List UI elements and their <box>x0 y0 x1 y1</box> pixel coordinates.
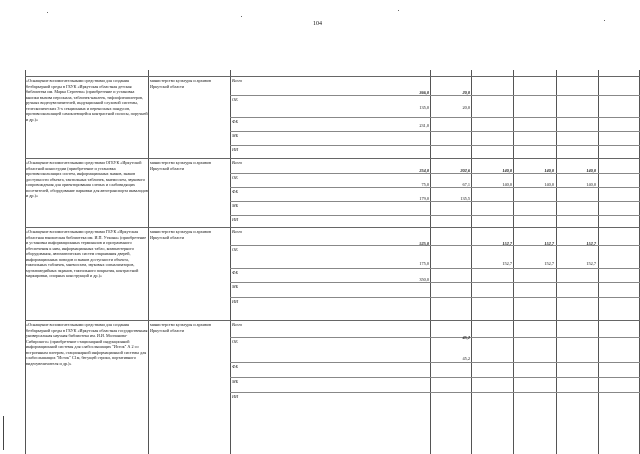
funding-label: МБ <box>232 203 239 208</box>
scan-speck <box>398 10 399 11</box>
row-separator <box>230 173 640 174</box>
value-cell: 179,0 <box>419 196 429 201</box>
value-cell: 20,0 <box>462 90 470 95</box>
executor: министерство культуры и архивов Иркутской области <box>150 78 211 89</box>
row-separator <box>230 297 640 298</box>
row-separator <box>230 377 640 378</box>
grid-col-line <box>148 70 149 454</box>
row-separator <box>230 268 640 269</box>
value-cell: 231,0 <box>419 123 429 128</box>
funding-label: Всего <box>232 160 243 165</box>
value-cell: 140,0 <box>544 168 554 173</box>
row-separator <box>230 215 640 216</box>
grid-col-line <box>230 70 231 454</box>
row-separator <box>230 362 640 363</box>
block-separator <box>25 158 640 159</box>
value-cell: 135,0 <box>419 105 429 110</box>
value-cell: 254,0 <box>419 168 429 173</box>
funding-label: ИИ <box>232 217 239 222</box>
funding-label: ИИ <box>232 394 239 399</box>
value-cell: 20,0 <box>462 105 470 110</box>
executor: министерство культуры и архивов Иркутской области <box>150 229 211 240</box>
funding-label: ОБ <box>232 97 238 102</box>
block-separator <box>25 227 640 228</box>
funding-label: ФБ <box>232 189 238 194</box>
funding-label: ОБ <box>232 339 238 344</box>
row-separator <box>230 145 640 146</box>
value-cell: 525,0 <box>419 241 429 246</box>
value-cell: 45,2 <box>462 335 470 340</box>
grid-col-line <box>556 70 557 454</box>
grid-col-line <box>513 70 514 454</box>
executor: министерство культуры и архивов Иркутской области <box>150 160 211 171</box>
value-cell: 140,0 <box>586 182 596 187</box>
value-cell: 152,7 <box>502 241 512 246</box>
value-cell: 140,0 <box>502 182 512 187</box>
funding-label: ИИ <box>232 299 239 304</box>
block-separator <box>25 320 640 321</box>
row-separator <box>230 392 640 393</box>
scan-speck <box>47 12 48 13</box>
row-separator <box>230 95 640 96</box>
row-separator <box>230 117 640 118</box>
value-cell: 202,6 <box>460 168 470 173</box>
value-cell: 140,0 <box>544 182 554 187</box>
grid-col-line <box>598 70 599 454</box>
funding-label: ОБ <box>232 247 238 252</box>
value-cell: 75,0 <box>421 182 429 187</box>
row-separator <box>230 201 640 202</box>
executor: министерство культуры и архивов Иркутской области <box>150 322 211 333</box>
funding-label: ОБ <box>232 175 238 180</box>
value-cell: 67,1 <box>462 182 470 187</box>
grid-col-line <box>430 70 431 454</box>
value-cell: 350,0 <box>419 277 429 282</box>
value-cell: 140,0 <box>586 168 596 173</box>
value-cell: 135,5 <box>460 196 470 201</box>
measure-description: «Оснащение вспомогательными средствами для создания безбарьерной среды в ГБУК «Иркутская областная государственная универсальная научная библиотека им. И.И. Молчанова-Сибирского» (приобретение стационарной индукционной информационной системы для слабослышащих "Исток" А 2 со встроенным плеером, стационарной информационной системы для слабослышащих "Исток" С1м, бегущей строки, портативного видеоувеличителя и др.)» <box>26 322 148 366</box>
grid-col-line <box>471 70 472 454</box>
funding-label: МБ <box>232 133 239 138</box>
funding-label: Всего <box>232 78 243 83</box>
page-number: 104 <box>313 21 322 27</box>
measure-description: «Оснащение вспомогательными средствами ГБУК «Иркутская областная юношеская библиотека им. И.П. Уткина» (приобретение и установка информационных терминалов и программного обеспечения к ним, информационных табло, компьютерного оборудования, автоматических систем открывания дверей, информационных поводов и знаков доступности объекта, тактильных табличек, мнемосхем, звуковых сигнализаторов, мультимедийных экранов, тактильного покрытия, контрастной маркировки, опорных конструкций и др.)» <box>26 229 147 278</box>
scan-speck <box>241 16 242 17</box>
value-cell: 140,0 <box>502 168 512 173</box>
value-cell: 175,0 <box>419 261 429 266</box>
row-separator <box>230 131 640 132</box>
funding-label: ФБ <box>232 270 238 275</box>
funding-label: ФБ <box>232 364 238 369</box>
funding-label: Всего <box>232 229 243 234</box>
row-separator <box>230 337 640 338</box>
value-cell: 152,7 <box>586 261 596 266</box>
measure-description: «Оснащение вспомогательными средствами для создания безбарьерной среды в ГБУК «Иркутская областная детская библиотека им. Марка Сергеева» (приобретение и установка кнопки вызова персонала, табличек-наклеек, тифлофлешплееров, ручных видеоувеличителей, индукционной слуховой системы, телескопических 3-х секционных и переносных пандусов, противоскользящей самоклеющейся контрастной полосы, поручней и др.)» <box>26 78 148 122</box>
binding-mark <box>3 416 4 450</box>
value-cell: 152,7 <box>502 261 512 266</box>
block-separator <box>25 76 640 77</box>
value-cell: 152,7 <box>544 261 554 266</box>
funding-label: Всего <box>232 322 243 327</box>
funding-label: ИИ <box>232 147 239 152</box>
funding-label: МБ <box>232 284 239 289</box>
value-cell: 152,7 <box>586 241 596 246</box>
funding-label: МБ <box>232 379 239 384</box>
value-cell: 45,2 <box>462 356 470 361</box>
funding-label: ФБ <box>232 119 238 124</box>
budget-table <box>0 70 640 454</box>
scan-speck <box>604 20 605 21</box>
row-separator <box>230 282 640 283</box>
row-separator <box>230 187 640 188</box>
measure-description: «Оснащение вспомогательными средствами ОГБУК «Иркутской областной киностудии (приобретение и установка противоскользящих систем, информационных знаков, знаков доступности объекта, тактильных табличек, мнемосхем, звукового сопровождения для ориентирования слепых и слабовидящих посетителей, оборудование парковки для автотранспорта инвалидов и др.)» <box>26 160 148 198</box>
value-cell: 152,7 <box>544 241 554 246</box>
value-cell: 366,0 <box>419 90 429 95</box>
